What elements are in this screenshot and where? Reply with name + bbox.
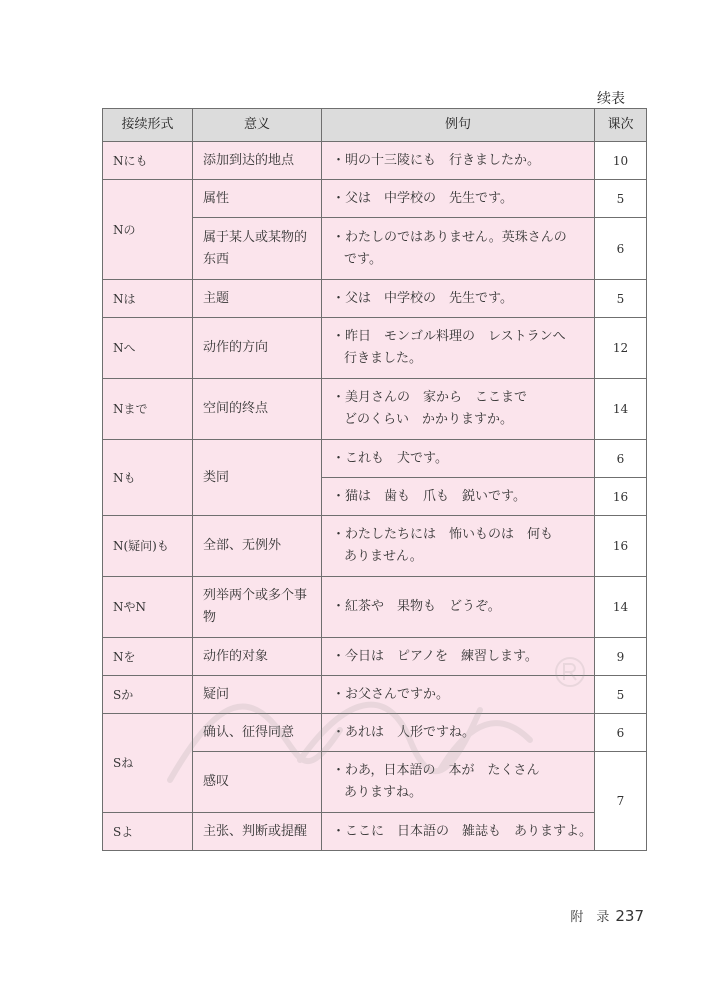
header-meaning: 意义 (193, 109, 322, 142)
example-line: ・あれは 人形ですね。 (332, 724, 476, 740)
example-line: ・わたしたちには 怖いものは 何も (332, 527, 554, 542)
example-line: ・父は 中学校の 先生です。 (332, 290, 513, 306)
lesson-cell: 5 (595, 280, 647, 318)
table-row (103, 379, 647, 440)
lesson-cell: 14 (595, 577, 647, 638)
example-cell (322, 638, 595, 676)
meaning-cell: 动作的方向 (193, 318, 322, 379)
meaning-cell: 主张、判断或提醒 (193, 813, 322, 851)
table-row (103, 280, 647, 318)
page-footer (570, 906, 644, 925)
table-row (103, 714, 647, 752)
meaning-cell: 属于某人或某物的东西 (193, 218, 322, 280)
example-cell (322, 714, 595, 752)
meaning-cell: 确认、征得同意 (193, 714, 322, 752)
continued-table-label: 续表 (597, 91, 625, 107)
lesson-cell: 6 (595, 440, 647, 478)
example-cell (322, 280, 595, 318)
table-row (103, 440, 647, 478)
example-cell (322, 318, 595, 379)
header-form: 接续形式 (103, 109, 193, 142)
example-line: ・わあ，日本語の 本が たくさん (332, 763, 540, 778)
lesson-cell: 6 (595, 714, 647, 752)
table-row (103, 142, 647, 180)
form-cell: Nは (103, 280, 193, 318)
footer-section: 附 录 (570, 910, 610, 925)
table-row (103, 577, 647, 638)
example-line: ・紅茶や 果物も どうぞ。 (332, 599, 501, 614)
example-line: 行きました。 (344, 351, 423, 366)
table-header-row (103, 109, 647, 142)
example-cell (322, 180, 595, 218)
lesson-cell: 5 (595, 676, 647, 714)
example-cell (322, 440, 595, 478)
example-line: ・今日は ピアノを 練習します。 (332, 648, 538, 664)
lesson-cell: 16 (595, 478, 647, 516)
lesson-cell: 6 (595, 218, 647, 280)
lesson-cell: 16 (595, 516, 647, 577)
example-line: どのくらい かかりますか。 (344, 412, 514, 427)
form-cell: Nも (103, 440, 193, 516)
grammar-table (102, 108, 647, 851)
table-row (103, 318, 647, 379)
example-line: ありません。 (344, 549, 423, 564)
meaning-cell: 全部、无例外 (193, 516, 322, 577)
example-line: ・昨日 モンゴル料理の レストランへ (332, 329, 566, 344)
example-line: ・お父さんですか。 (332, 686, 450, 702)
table-row (103, 180, 647, 218)
form-cell: Nにも (103, 142, 193, 180)
form-cell: Nの (103, 180, 193, 280)
example-cell (322, 676, 595, 714)
header-example: 例句 (322, 109, 595, 142)
table-row (103, 676, 647, 714)
form-cell: Sよ (103, 813, 193, 851)
table-row (103, 516, 647, 577)
example-cell (322, 218, 595, 280)
meaning-cell: 类同 (193, 440, 322, 516)
meaning-cell: 列举两个或多个事物 (193, 577, 322, 638)
form-cell: NやN (103, 577, 193, 638)
example-line: ・美月さんの 家から ここまで (332, 390, 528, 405)
meaning-cell: 主题 (193, 280, 322, 318)
table-row (103, 638, 647, 676)
lesson-cell: 5 (595, 180, 647, 218)
example-line: ・ここに 日本語の 雑誌も ありますよ。 (332, 823, 593, 839)
form-cell: Nを (103, 638, 193, 676)
example-cell (322, 752, 595, 813)
example-cell (322, 516, 595, 577)
form-cell: N(疑问)も (103, 516, 193, 577)
meaning-cell: 疑问 (193, 676, 322, 714)
example-cell (322, 813, 595, 851)
example-line: です。 (344, 251, 382, 267)
example-line: ・わたしのではありません。英珠さんの (332, 229, 567, 245)
example-line: ・父は 中学校の 先生です。 (332, 190, 513, 206)
meaning-cell: 感叹 (193, 752, 322, 813)
lesson-cell: 9 (595, 638, 647, 676)
example-line: ・猫は 歯も 爪も 鋭いです。 (332, 488, 526, 504)
example-line: ありますね。 (344, 785, 423, 800)
meaning-cell: 空间的终点 (193, 379, 322, 440)
lesson-cell: 7 (595, 752, 647, 851)
example-line: ・これも 犬です。 (332, 450, 448, 466)
example-cell (322, 379, 595, 440)
example-cell (322, 577, 595, 638)
meaning-cell: 添加到达的地点 (193, 142, 322, 180)
table-row (103, 813, 647, 851)
lesson-cell: 12 (595, 318, 647, 379)
lesson-cell: 10 (595, 142, 647, 180)
form-cell: Sね (103, 714, 193, 813)
lesson-cell: 14 (595, 379, 647, 440)
example-cell (322, 478, 595, 516)
form-cell: Nまで (103, 379, 193, 440)
form-cell: Nへ (103, 318, 193, 379)
meaning-cell: 属性 (193, 180, 322, 218)
page-number: 237 (615, 907, 644, 925)
header-lesson: 课次 (595, 109, 647, 142)
meaning-cell: 动作的对象 (193, 638, 322, 676)
example-cell (322, 142, 595, 180)
form-cell: Sか (103, 676, 193, 714)
example-line: ・明の十三陵にも 行きましたか。 (332, 152, 541, 168)
